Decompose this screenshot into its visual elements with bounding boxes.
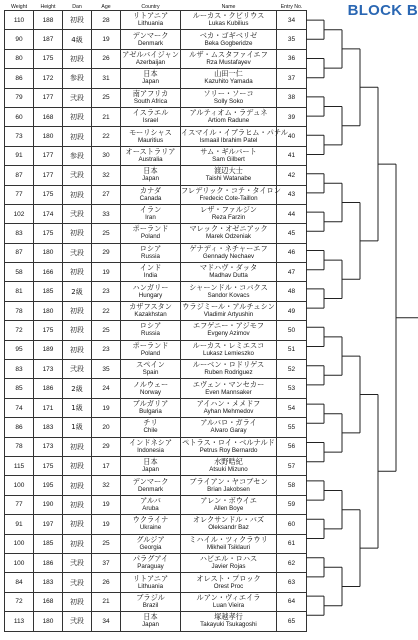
entry-no-cell: 54 — [277, 398, 307, 417]
height-cell: 185 — [34, 534, 63, 553]
name-cell-jp: マドハヴ・ダッタ — [199, 263, 258, 273]
weight-cell: 100 — [5, 534, 34, 553]
height-cell: 188 — [34, 11, 63, 30]
name-cell-jp: ハビエル・ロハス — [199, 554, 258, 564]
dan-header: Dan — [72, 4, 82, 10]
name-cell-en: Gennady Nechaev — [202, 252, 255, 260]
country-cell-jp: スペイン — [136, 360, 165, 370]
weight-cell: 60 — [5, 107, 34, 126]
age-cell: 21 — [92, 107, 121, 126]
dan-cell: 初段 — [63, 11, 92, 30]
entry-no-cell: 36 — [277, 49, 307, 68]
age-cell: 26 — [92, 49, 121, 68]
weight-cell: 84 — [5, 573, 34, 592]
country-cell-en: Spain — [142, 369, 159, 377]
name-cell-en: Alvaro Garay — [210, 427, 247, 435]
dan-cell: 初段 — [63, 224, 92, 243]
age-cell: 23 — [92, 340, 121, 359]
country-cell-jp: アルバ — [140, 495, 161, 505]
dan-cell: 初段 — [63, 515, 92, 534]
dan-cell: 初段 — [63, 49, 92, 68]
name-cell-jp: シャーンドル・コバクス — [189, 282, 268, 292]
weight-cell: 81 — [5, 282, 34, 301]
weight-cell: 102 — [5, 204, 34, 223]
entry-no-cell: 50 — [277, 321, 307, 340]
name-cell-en: Ayhan Mehmedov — [203, 408, 254, 415]
weight-cell: 86 — [5, 69, 34, 88]
dan-cell: 初段 — [63, 263, 92, 282]
country-cell-en: Norway — [140, 388, 161, 396]
age-cell: 35 — [92, 360, 121, 379]
name-cell-en: Evgeny Azimov — [207, 330, 250, 338]
entry-no-cell: 47 — [277, 263, 307, 282]
name-cell-jp: ルーベン・ロドリゲス — [192, 360, 265, 370]
country-cell-en: Japan — [142, 78, 159, 86]
height-cell: 195 — [34, 476, 63, 495]
height-cell: 190 — [34, 495, 63, 514]
entry-no-cell: 37 — [277, 69, 307, 88]
weight-cell: 72 — [5, 592, 34, 611]
age-cell: 21 — [92, 592, 121, 611]
dan-cell: 弐段 — [63, 360, 92, 379]
entry-no-cell: 38 — [277, 88, 307, 107]
dan-cell: 初段 — [63, 437, 92, 456]
height-cell: 185 — [34, 282, 63, 301]
name-cell-en: Mikheil Tsiklauri — [206, 543, 251, 551]
name-cell-en: Ismaail Ibrahim Patel — [199, 136, 258, 144]
entry-header: Entry No. — [280, 4, 303, 10]
entry-no-cell: 63 — [277, 573, 307, 592]
dan-cell: 弐段 — [63, 204, 92, 223]
age-cell: 25 — [92, 88, 121, 107]
weight-cell: 87 — [5, 166, 34, 185]
dan-cell: 初段 — [63, 476, 92, 495]
height-cell: 175 — [34, 321, 63, 340]
name-cell-en: Luan Vieira — [212, 601, 245, 609]
entry-no-cell: 64 — [277, 592, 307, 611]
entry-no-cell: 51 — [277, 340, 307, 359]
age-cell: 22 — [92, 301, 121, 320]
country-header: Country — [141, 4, 160, 10]
name-cell-jp: イスマイル・イブラヒム・パテル — [181, 127, 288, 137]
age-cell: 25 — [92, 534, 121, 553]
country-cell-en: Georgia — [139, 543, 162, 551]
dan-cell: 2級 — [63, 282, 92, 301]
country-cell-jp: ハンガリー — [132, 282, 169, 292]
country-cell-en: Japan — [142, 621, 159, 629]
dan-cell: 参段 — [63, 146, 92, 165]
name-cell-en: Brian Jakobsen — [207, 485, 250, 493]
weight-cell: 110 — [5, 11, 34, 30]
name-cell-jp: 塚越孝行 — [214, 612, 243, 622]
weight-cell: 91 — [5, 146, 34, 165]
name-cell-jp: アルバロ・ガライ — [200, 418, 257, 428]
country-cell-en: Denmark — [137, 39, 164, 47]
country-cell-jp: カザフスタン — [129, 302, 172, 312]
weight-cell: 77 — [5, 185, 34, 204]
country-cell-en: Mauritius — [137, 136, 164, 144]
country-cell-en: Indonesia — [137, 446, 164, 454]
dan-cell: 初段 — [63, 301, 92, 320]
country-cell-en: Ukraine — [139, 524, 162, 532]
dan-cell: 初段 — [63, 340, 92, 359]
entry-no-cell: 56 — [277, 437, 307, 456]
name-cell-en: Orest Proc — [213, 582, 244, 590]
name-cell-en: Rza Mustafayev — [206, 58, 251, 66]
dan-cell: 参段 — [63, 69, 92, 88]
weight-cell: 78 — [5, 301, 34, 320]
height-cell: 175 — [34, 49, 63, 68]
name-cell-jp: ベカ・ゴギベリゼ — [199, 30, 258, 40]
name-cell-en: Petrus Roy Bernardo — [199, 446, 258, 454]
entry-no-cell: 34 — [277, 11, 307, 30]
country-cell-en: Poland — [140, 349, 161, 357]
country-cell-jp: イスラエル — [132, 108, 169, 118]
height-cell: 177 — [34, 146, 63, 165]
entry-no-cell: 46 — [277, 243, 307, 262]
dan-cell: 弐段 — [63, 553, 92, 572]
country-cell-en: Kazakhstan — [134, 311, 167, 319]
weight-cell: 87 — [5, 243, 34, 262]
height-cell: 175 — [34, 224, 63, 243]
height-cell: 180 — [34, 612, 63, 631]
block-title: BLOCK B — [347, 2, 418, 19]
name-cell-jp: ウラジミール・アルチュシン — [182, 302, 275, 312]
name-cell-en: Javier Rojas — [211, 563, 246, 571]
dan-cell: 弐段 — [63, 166, 92, 185]
country-cell-en: India — [143, 272, 158, 280]
name-cell-en: Takayuki Tsukagoshi — [200, 621, 257, 629]
weight-cell: 79 — [5, 88, 34, 107]
height-cell: 175 — [34, 456, 63, 475]
weight-cell: 85 — [5, 379, 34, 398]
country-cell-en: Iran — [145, 214, 156, 222]
country-cell-en: Russia — [141, 330, 160, 338]
country-cell-en: Russia — [141, 252, 160, 260]
weight-cell: 83 — [5, 360, 34, 379]
country-cell-jp: 日本 — [143, 457, 158, 467]
age-header: Age — [101, 4, 111, 10]
entry-no-cell: 44 — [277, 204, 307, 223]
weight-cell: 58 — [5, 263, 34, 282]
country-cell-jp: ブルガリア — [132, 399, 169, 408]
weight-cell: 78 — [5, 437, 34, 456]
age-cell: 29 — [92, 437, 121, 456]
entry-no-cell: 55 — [277, 418, 307, 437]
height-cell: 171 — [34, 398, 63, 417]
dan-cell: 初段 — [63, 107, 92, 126]
age-cell: 32 — [92, 166, 121, 185]
age-cell: 27 — [92, 185, 121, 204]
entry-no-cell: 53 — [277, 379, 307, 398]
country-cell-jp: パラグアイ — [132, 554, 169, 564]
entry-no-cell: 40 — [277, 127, 307, 146]
country-cell-jp: 日本 — [143, 612, 158, 622]
name-cell-en: Solly Soko — [213, 97, 244, 105]
name-cell-en: Artiom Radune — [207, 117, 250, 125]
name-cell-en: Marek Odzeniak — [205, 233, 252, 241]
age-cell: 32 — [92, 476, 121, 495]
height-cell: 174 — [34, 204, 63, 223]
country-cell-jp: 日本 — [143, 166, 158, 176]
age-cell: 28 — [92, 11, 121, 30]
dan-cell: 初段 — [63, 321, 92, 340]
country-cell-jp: オーストラリア — [125, 146, 176, 156]
country-cell-jp: デンマーク — [132, 30, 169, 40]
height-cell: 197 — [34, 515, 63, 534]
name-cell-jp: アイハン・メメドフ — [196, 399, 261, 408]
name-cell-jp: エフゲニー・アジモフ — [192, 321, 265, 331]
country-cell-en: Azerbaijan — [135, 58, 166, 66]
entry-no-cell: 61 — [277, 534, 307, 553]
dan-cell: 初段 — [63, 127, 92, 146]
weight-cell: 91 — [5, 515, 34, 534]
height-cell: 189 — [34, 340, 63, 359]
height-cell: 186 — [34, 553, 63, 572]
name-cell-en: Ruben Rodriguez — [204, 369, 253, 377]
age-cell: 29 — [92, 243, 121, 262]
name-cell-jp: 渡辺大士 — [214, 166, 243, 176]
age-cell: 19 — [92, 263, 121, 282]
entry-no-cell: 39 — [277, 107, 307, 126]
country-cell-jp: ポーランド — [132, 340, 169, 350]
name-cell-en: Fredecic Cote-Taillon — [199, 194, 258, 202]
name-cell-jp: フレデリック・コテ・タイロン — [181, 185, 281, 195]
entry-no-cell: 62 — [277, 553, 307, 572]
name-cell-en: Taishi Watanabe — [205, 175, 252, 183]
entry-no-cell: 41 — [277, 146, 307, 165]
weight-cell: 74 — [5, 398, 34, 417]
height-cell: 180 — [34, 127, 63, 146]
name-cell-en: Even Mannsaker — [205, 388, 252, 396]
name-cell-jp: オレスト・プロック — [196, 573, 261, 583]
weight-cell: 72 — [5, 321, 34, 340]
age-cell: 25 — [92, 224, 121, 243]
age-cell: 22 — [92, 127, 121, 146]
age-cell: 33 — [92, 204, 121, 223]
name-cell-jp: レザ・ファルジン — [200, 205, 257, 215]
weight-cell: 100 — [5, 476, 34, 495]
entry-no-cell: 58 — [277, 476, 307, 495]
entry-no-cell: 42 — [277, 166, 307, 185]
country-cell-en: Brazil — [142, 601, 159, 609]
name-cell-jp: ルアン・ヴィエイラ — [196, 592, 261, 602]
dan-cell: 弐段 — [63, 573, 92, 592]
country-cell-jp: ノルウェー — [132, 379, 169, 389]
age-cell: 19 — [92, 30, 121, 49]
country-cell-en: Chile — [143, 427, 158, 435]
country-cell-en: Australia — [138, 155, 163, 163]
dan-cell: 初段 — [63, 534, 92, 553]
name-cell-jp: ソリー・ソーコ — [203, 88, 254, 98]
weight-cell: 73 — [5, 127, 34, 146]
dan-cell: 初段 — [63, 592, 92, 611]
height-cell: 180 — [34, 243, 63, 262]
height-cell: 180 — [34, 301, 63, 320]
name-cell-jp: ゲナディ・ネチャーエフ — [189, 243, 268, 253]
name-cell-jp: ルーカス・レミエスコ — [192, 340, 265, 350]
name-cell-jp: ルザ・ムスタファイエフ — [189, 49, 268, 59]
country-cell-en: Japan — [142, 175, 159, 183]
entry-no-cell: 43 — [277, 185, 307, 204]
height-cell: 186 — [34, 379, 63, 398]
weight-cell: 113 — [5, 612, 34, 631]
country-cell-jp: リトアニア — [132, 573, 169, 583]
name-cell-jp: エヴェン・マンセカー — [192, 379, 265, 389]
name-cell-en: Vladimir Artyushin — [203, 311, 254, 319]
age-cell: 19 — [92, 515, 121, 534]
country-cell-jp: 南アフリカ — [132, 88, 169, 98]
height-cell: 183 — [34, 573, 63, 592]
name-cell-en: Sam Gilbert — [212, 155, 245, 163]
age-cell: 26 — [92, 573, 121, 592]
name-cell-jp: ルーカス・クビリウス — [192, 11, 265, 21]
name-cell-en: Sandor Kovacs — [207, 291, 250, 299]
country-cell-jp: デンマーク — [132, 476, 169, 486]
name-cell-jp: ブライアン・ヤコブセン — [189, 476, 268, 486]
country-cell-en: Hungary — [138, 291, 163, 299]
age-cell: 19 — [92, 495, 121, 514]
age-cell: 37 — [92, 553, 121, 572]
dan-cell: 初段 — [63, 185, 92, 204]
name-cell-jp: オレクサンドル・バズ — [192, 515, 265, 525]
weight-cell: 100 — [5, 553, 34, 572]
height-cell: 175 — [34, 185, 63, 204]
height-cell: 173 — [34, 360, 63, 379]
name-cell-en: Lukas Kubilius — [208, 20, 249, 28]
age-cell: 19 — [92, 398, 121, 417]
name-cell-en: Kazuhito Yamada — [204, 78, 253, 86]
age-cell: 24 — [92, 379, 121, 398]
dan-cell: 弐段 — [63, 88, 92, 107]
country-cell-jp: インド — [139, 263, 162, 273]
name-cell-en: Lukasz Lemieszko — [203, 349, 254, 357]
name-cell-jp: 山田一仁 — [214, 69, 243, 79]
entry-no-cell: 49 — [277, 301, 307, 320]
dan-cell: 初段 — [63, 456, 92, 475]
country-cell-en: South Africa — [133, 97, 168, 105]
country-cell-jp: ロシア — [139, 321, 162, 331]
country-cell-jp: チリ — [143, 418, 158, 428]
weight-cell: 95 — [5, 340, 34, 359]
country-cell-jp: ポーランド — [132, 224, 169, 234]
country-cell-jp: ブラジル — [136, 592, 165, 602]
country-cell-jp: グルジア — [136, 534, 165, 544]
height-cell: 173 — [34, 437, 63, 456]
height-cell: 187 — [34, 30, 63, 49]
entry-no-cell: 45 — [277, 224, 307, 243]
country-cell-jp: モーリシャス — [129, 127, 172, 137]
name-cell-en: Madhav Dutta — [209, 272, 248, 280]
dan-cell: 弐段 — [63, 612, 92, 631]
country-cell-jp: ロシア — [139, 243, 162, 253]
weight-cell: 80 — [5, 49, 34, 68]
height-cell: 168 — [34, 592, 63, 611]
entry-no-cell: 59 — [277, 495, 307, 514]
country-cell-jp: カナダ — [139, 185, 162, 195]
age-cell: 25 — [92, 321, 121, 340]
country-cell-jp: ウクライナ — [132, 515, 169, 525]
name-cell-en: Atsuki Mizuno — [209, 466, 248, 474]
age-cell: 31 — [92, 69, 121, 88]
name-header: Name — [221, 4, 236, 10]
weight-header: Weight — [10, 4, 28, 10]
country-cell-en: Bulgaria — [139, 408, 162, 415]
height-cell: 168 — [34, 107, 63, 126]
age-cell: 17 — [92, 456, 121, 475]
country-cell-jp: アゼルバイジャン — [122, 49, 179, 59]
name-cell-jp: アレン・ボウイエ — [200, 495, 257, 505]
name-cell-jp: 水野晧紀 — [214, 457, 243, 467]
name-cell-jp: アルティオム・ラデュネ — [189, 108, 268, 118]
country-cell-en: Paraguay — [137, 563, 164, 571]
name-cell-jp: マレック・オゼニアック — [189, 224, 268, 234]
entry-no-cell: 60 — [277, 515, 307, 534]
age-cell: 20 — [92, 418, 121, 437]
height-cell: 177 — [34, 88, 63, 107]
country-cell-en: Poland — [140, 233, 161, 241]
height-cell: 166 — [34, 263, 63, 282]
name-cell-en: Beka Gogberidze — [204, 39, 253, 47]
weight-cell: 115 — [5, 456, 34, 475]
height-header: Height — [40, 4, 56, 10]
dan-cell: 1級 — [63, 398, 92, 417]
weight-cell: 83 — [5, 224, 34, 243]
name-cell-jp: ミハイル・ツィクラウリ — [189, 534, 268, 544]
country-cell-jp: イラン — [139, 205, 162, 215]
name-cell-en: Oleksandr Baz — [208, 524, 249, 532]
height-cell: 172 — [34, 69, 63, 88]
country-cell-jp: 日本 — [143, 69, 158, 79]
country-cell-en: Canada — [139, 194, 162, 202]
dan-cell: 2級 — [63, 379, 92, 398]
age-cell: 23 — [92, 282, 121, 301]
entry-no-cell: 48 — [277, 282, 307, 301]
country-cell-jp: インドネシア — [128, 437, 173, 447]
weight-cell: 77 — [5, 495, 34, 514]
weight-cell: 86 — [5, 418, 34, 437]
dan-cell: 初段 — [63, 495, 92, 514]
entry-no-cell: 57 — [277, 456, 307, 475]
name-cell-en: Allen Boye — [213, 504, 244, 512]
dan-cell: 4級 — [63, 30, 92, 49]
country-cell-en: Japan — [142, 466, 159, 474]
weight-cell: 90 — [5, 30, 34, 49]
name-cell-en: Reza Farzin — [211, 214, 246, 222]
dan-cell: 弐段 — [63, 243, 92, 262]
country-cell-en: Denmark — [137, 485, 164, 493]
country-cell-jp: リトアニア — [132, 11, 169, 21]
height-cell: 177 — [34, 166, 63, 185]
name-cell-jp: ペトラス・ロイ・ベルナルド — [182, 437, 275, 447]
country-cell-en: Israel — [142, 117, 159, 125]
dan-cell: 1級 — [63, 418, 92, 437]
country-cell-en: Aruba — [142, 504, 159, 512]
country-cell-en: Lithuania — [137, 20, 164, 28]
age-cell: 34 — [92, 612, 121, 631]
height-cell: 183 — [34, 418, 63, 437]
name-cell-jp: サム・ギルバート — [200, 146, 257, 156]
age-cell: 30 — [92, 146, 121, 165]
entry-no-cell: 52 — [277, 360, 307, 379]
entry-no-cell: 35 — [277, 30, 307, 49]
entry-no-cell: 65 — [277, 612, 307, 631]
country-cell-en: Lithuania — [137, 582, 164, 590]
